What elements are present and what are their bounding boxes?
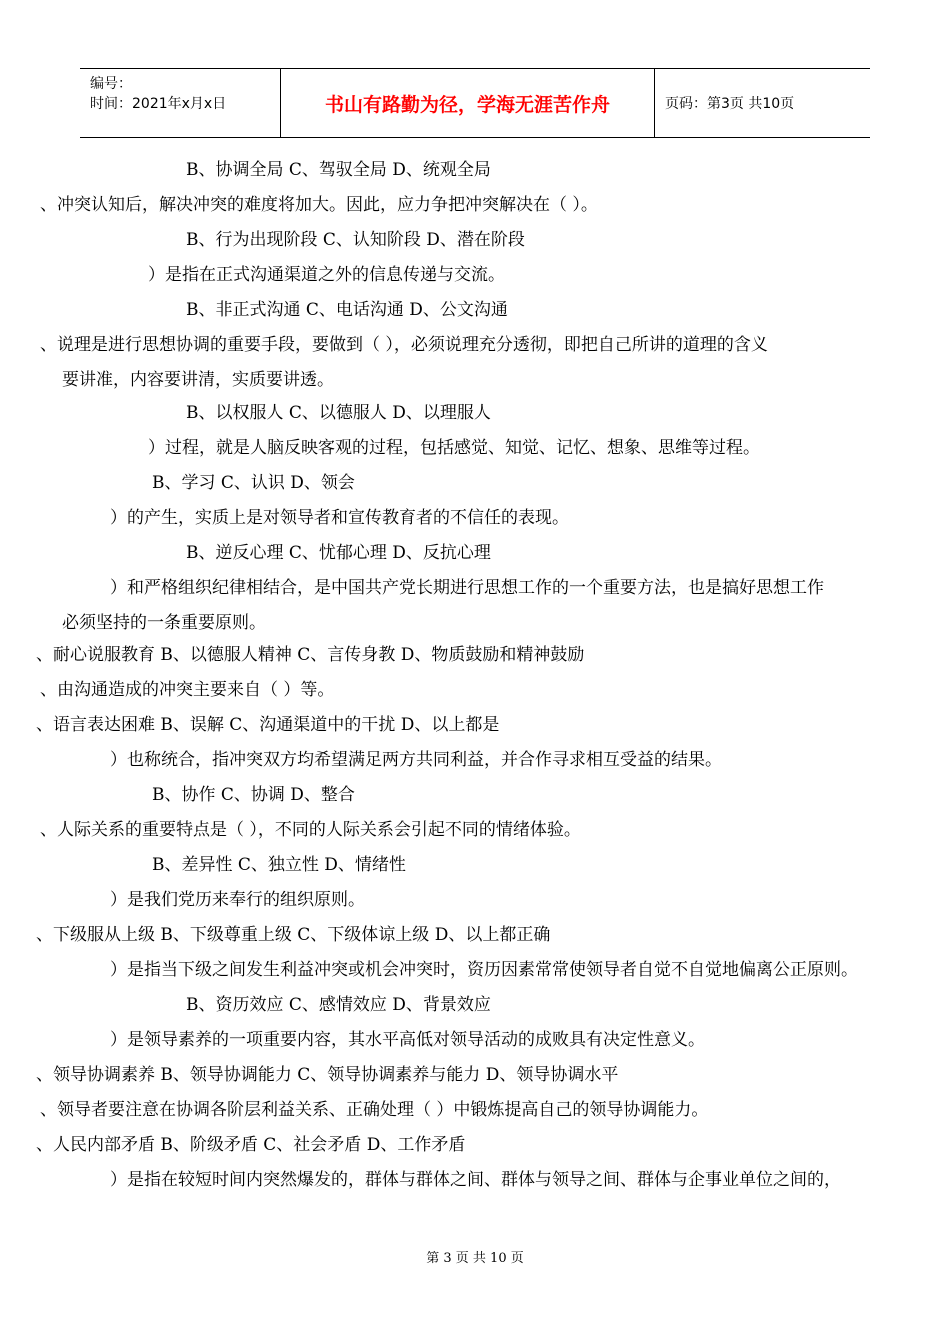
- question-line: B、协作 C、协调 D、整合: [152, 785, 355, 805]
- document-date-label: 时间：2021年x月x日: [90, 96, 227, 112]
- header-middle-cell: [280, 69, 655, 137]
- question-line: 、领导协调素养 B、领导协调能力 C、领导协调素养与能力 D、领导协调水平: [36, 1065, 619, 1085]
- question-line: B、资历效应 C、感情效应 D、背景效应: [186, 995, 491, 1015]
- question-line: ）是我们党历来奉行的组织原则。: [110, 890, 365, 910]
- document-header: [80, 68, 870, 138]
- question-line: B、逆反心理 C、忧郁心理 D、反抗心理: [186, 543, 491, 563]
- question-line: ）过程，就是人脑反映客观的过程，包括感觉、知觉、记忆、想象、思维等过程。: [148, 438, 760, 458]
- question-line: ）是指在较短时间内突然爆发的，群体与群体之间、群体与领导之间、群体与企事业单位之间的，: [110, 1170, 841, 1190]
- question-line: 、说理是进行思想协调的重要手段，要做到（ ），必须说理充分透彻，即把自己所讲的道理的含义: [40, 335, 768, 355]
- question-line: B、学习 C、认识 D、领会: [152, 473, 355, 493]
- header-motto: 书山有路勤为径，学海无涯苦作舟: [324, 93, 610, 116]
- question-line: 、语言表达困难 B、误解 C、沟通渠道中的干扰 D、以上都是: [36, 715, 500, 735]
- question-line: 、耐心说服教育 B、以德服人精神 C、言传身教 D、物质鼓励和精神鼓励: [36, 645, 585, 665]
- question-line: ）也称统合，指冲突双方均希望满足两方共同利益，并合作寻求相互受益的结果。: [110, 750, 722, 770]
- question-line: B、差异性 C、独立性 D、情绪性: [152, 855, 406, 875]
- question-line: 、领导者要注意在协调各阶层利益关系、正确处理（ ）中锻炼提高自己的领导协调能力。: [40, 1100, 709, 1120]
- question-line: 、下级服从上级 B、下级尊重上级 C、下级体谅上级 D、以上都正确: [36, 925, 551, 945]
- question-line: ）和严格组织纪律相结合，是中国共产党长期进行思想工作的一个重要方法，也是搞好思想工作: [110, 578, 824, 598]
- question-line: 、人际关系的重要特点是（ ），不同的人际关系会引起不同的情绪体验。: [40, 820, 581, 840]
- header-right-cell: [655, 69, 870, 137]
- question-line: 必须坚持的一条重要原则。: [62, 613, 266, 633]
- question-line: ）是指当下级之间发生利益冲突或机会冲突时，资历因素常常使领导者自觉不自觉地偏离公正原则。: [110, 960, 858, 980]
- header-page-info: 页码：第3页 共10页: [665, 96, 795, 112]
- question-line: ）的产生，实质上是对领导者和宣传教育者的不信任的表现。: [110, 508, 569, 528]
- question-line: B、以权服人 C、以德服人 D、以理服人: [186, 403, 491, 423]
- question-line: 、冲突认知后，解决冲突的难度将加大。因此，应力争把冲突解决在（ ）。: [40, 195, 598, 215]
- document-number-label: 编号：: [90, 76, 132, 92]
- page-footer: 第 3 页 共 10 页: [426, 1251, 524, 1266]
- question-line: 、由沟通造成的冲突主要来自（ ）等。: [40, 680, 335, 700]
- question-line: 要讲准，内容要讲清，实质要讲透。: [62, 370, 334, 390]
- question-line: B、协调全局 C、驾驭全局 D、统观全局: [186, 160, 491, 180]
- question-line: B、行为出现阶段 C、认知阶段 D、潜在阶段: [186, 230, 525, 250]
- question-line: ）是指在正式沟通渠道之外的信息传递与交流。: [148, 265, 505, 285]
- question-line: B、非正式沟通 C、电话沟通 D、公文沟通: [186, 300, 508, 320]
- question-line: ）是领导素养的一项重要内容，其水平高低对领导活动的成败具有决定性意义。: [110, 1030, 705, 1050]
- header-left-cell: [80, 69, 280, 137]
- question-line: 、人民内部矛盾 B、阶级矛盾 C、社会矛盾 D、工作矛盾: [36, 1135, 466, 1155]
